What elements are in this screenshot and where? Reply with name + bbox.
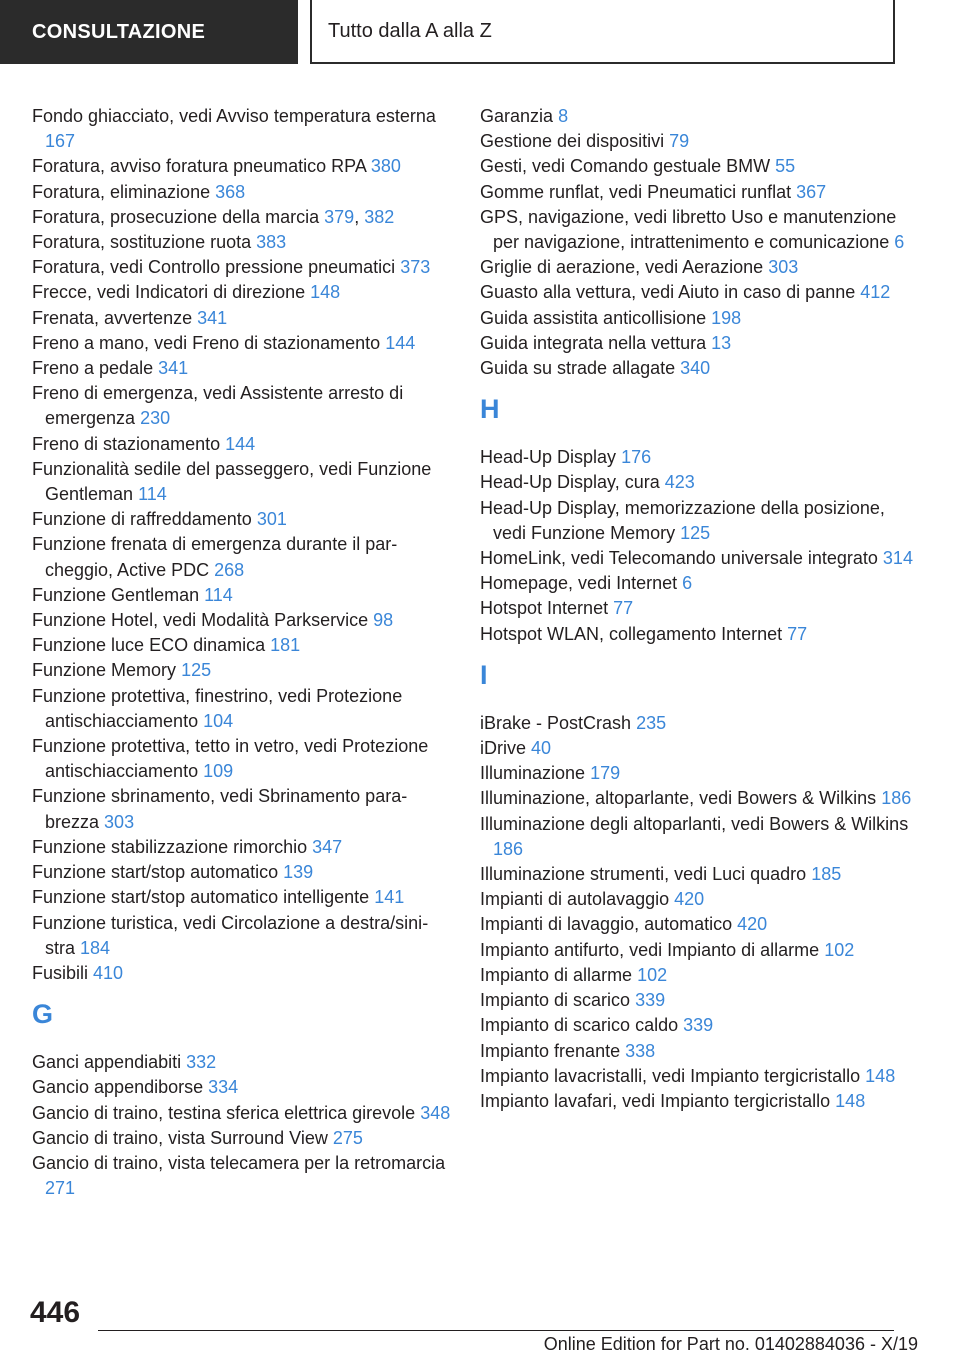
index-entry-term: Freno a pedale <box>32 358 154 379</box>
index-entry <box>32 911 452 961</box>
index-entry-term: Funzione Hotel, vedi Modalità Parkservice <box>32 610 369 631</box>
index-entry-term: Guida integrata nella vettura <box>480 332 707 353</box>
page-reference-link[interactable]: 102 <box>637 964 668 985</box>
index-entry-term: Gesti, vedi Comando gestuale BMW <box>480 156 771 177</box>
index-entry <box>480 761 920 786</box>
page-reference-link[interactable]: 423 <box>664 472 695 493</box>
page-reference-link[interactable]: 141 <box>374 887 405 908</box>
index-entry-term: Ganci appendiabiti <box>32 1052 182 1073</box>
index-entry-term: Funzionalità sedile del passeggero, vedi Funzione Gentleman <box>32 458 432 505</box>
page-reference-link[interactable]: 338 <box>625 1040 656 1061</box>
index-entry-term: Head-Up Display, cura <box>480 472 660 493</box>
page-reference-link[interactable]: 148 <box>835 1090 866 1111</box>
index-entry <box>32 835 452 860</box>
index-entry <box>480 104 920 129</box>
index-entry <box>32 961 452 986</box>
index-entry <box>480 546 920 571</box>
index-entry <box>480 255 920 280</box>
index-entry-term: Funzione start/stop automatico intelligente <box>32 887 370 908</box>
index-entry <box>480 306 920 331</box>
page-reference-link[interactable]: 341 <box>158 358 189 379</box>
page-number: 446 <box>30 1296 81 1329</box>
index-letter-heading: H <box>480 394 500 425</box>
index-entry <box>480 1089 920 1114</box>
page-reference-link[interactable]: 181 <box>270 635 301 656</box>
index-entry-term: Homepage, vedi Internet <box>480 573 678 594</box>
index-entry <box>480 1064 920 1089</box>
index-entry-term: Funzione Memory <box>32 660 177 681</box>
page-reference-link[interactable]: 340 <box>680 358 711 379</box>
index-entry-term: Funzione luce ECO dinamica <box>32 635 266 656</box>
index-entry-term: Freno di stazionamento <box>32 433 221 454</box>
index-entry-term: Foratura, avviso foratura pneumatico RPA <box>32 156 366 177</box>
index-entry <box>480 1039 920 1064</box>
page-reference-link[interactable]: 420 <box>737 914 768 935</box>
page-reference-link[interactable]: 339 <box>635 990 666 1011</box>
page-reference-link[interactable]: 77 <box>787 623 808 644</box>
index-entry <box>32 784 452 834</box>
index-entry-term: Funzione turistica, vedi Circolazione a destra/sinistra <box>32 912 429 958</box>
page-reference-link[interactable]: 125 <box>680 522 711 543</box>
page-reference-link[interactable]: 367 <box>796 181 827 202</box>
index-entry <box>32 280 452 305</box>
page-reference-link[interactable]: 412 <box>860 282 891 303</box>
page-reference-link[interactable]: 98 <box>373 610 394 631</box>
index-entry-term: Illuminazione degli altoparlanti, vedi Bowers & Wilkins <box>480 813 909 834</box>
index-entry <box>32 154 452 179</box>
index-entry-term: Frecce, vedi Indicatori di direzione <box>32 282 306 303</box>
index-entry-term: Funzione protettiva, tetto in vetro, vedi Protezione antischiacciamento <box>32 736 429 782</box>
index-entry <box>480 963 920 988</box>
index-entry <box>32 255 452 280</box>
index-entry <box>32 633 452 658</box>
page-reference-link[interactable]: 420 <box>674 889 705 910</box>
index-entry <box>32 684 452 734</box>
index-entry <box>32 1151 452 1201</box>
page-reference-link[interactable]: 301 <box>256 509 287 530</box>
index-entry-term: iBrake - PostCrash <box>480 712 632 733</box>
index-entry-term: Guasto alla vettura, vedi Aiuto in caso di panne <box>480 282 856 303</box>
page-reference-link[interactable]: 186 <box>493 838 524 859</box>
index-entry-term: Impianto di allarme <box>480 964 633 985</box>
index-entry <box>32 658 452 683</box>
page-reference-link[interactable]: 184 <box>80 937 111 958</box>
page-reference-link[interactable]: 382 <box>364 206 395 227</box>
index-entry-term: Head-Up Display <box>480 447 617 468</box>
footer-edition: Online Edition for Part no. 01402884036 - X/19 <box>543 1334 918 1354</box>
page-reference-link[interactable]: 179 <box>590 763 621 784</box>
page-reference-link[interactable]: 379 <box>324 206 355 227</box>
index-entry <box>32 1126 452 1151</box>
index-entry <box>480 622 920 647</box>
index-entry-term: Foratura, sostituzione ruota <box>32 232 252 253</box>
index-entry-term: Illuminazione strumenti, vedi Luci quadro <box>480 864 807 885</box>
index-entry-term: Freno di emergenza, vedi Assistente arresto di emergenza <box>32 383 404 429</box>
index-entry <box>480 887 920 912</box>
section-tab <box>0 0 298 64</box>
index-entry-term: Freno a mano, vedi Freno di stazionamento <box>32 332 381 353</box>
index-entry <box>32 1050 452 1075</box>
index-entry-term: HomeLink, vedi Telecomando universale integrato <box>480 548 878 569</box>
index-entry <box>480 154 920 179</box>
page-reference-link[interactable]: 332 <box>186 1052 217 1073</box>
index-entry <box>32 532 452 582</box>
index-entry <box>480 470 920 495</box>
index-entry-term: Funzione frenata di emergenza durante il parcheggio, Active PDC <box>32 534 398 580</box>
index-entry <box>480 812 920 862</box>
page-reference-link[interactable]: 40 <box>531 738 552 759</box>
page-reference-link[interactable]: 77 <box>613 598 634 619</box>
index-entry <box>480 938 920 963</box>
page-reference-link[interactable]: 339 <box>683 1015 714 1036</box>
page-reference-link[interactable]: 373 <box>400 257 431 278</box>
index-entry <box>32 356 452 381</box>
page-reference-link[interactable]: 125 <box>181 660 212 681</box>
index-entry <box>32 306 452 331</box>
page-reference-link[interactable]: 6 <box>682 573 693 594</box>
index-entry-term: Foratura, eliminazione <box>32 181 211 202</box>
index-entry <box>32 457 452 507</box>
index-entry-term: Head-Up Display, memorizzazione della posizione, vedi Funzione Memory <box>480 497 885 543</box>
page-reference-link[interactable]: 104 <box>203 710 234 731</box>
index-column-left <box>32 104 452 1201</box>
section-title: CONSULTAZIONE <box>32 20 206 43</box>
index-entry <box>480 912 920 937</box>
index-entry-term: Funzione protettiva, finestrino, vedi Protezione antischiacciamento <box>32 685 403 731</box>
index-entry <box>480 280 920 305</box>
page-reference-link[interactable]: 114 <box>138 484 167 505</box>
page-reference-link[interactable]: 55 <box>775 156 796 177</box>
page-reference-link[interactable]: 144 <box>225 433 256 454</box>
index-entry-term: Guida su strade allagate <box>480 358 676 379</box>
index-entry-term: GPS, navigazione, vedi libretto Uso e manutenzione per navigazione, intrattenimento e comunicazione <box>480 206 897 253</box>
index-entry-term: Illuminazione, altoparlante, vedi Bowers & Wilkins <box>480 788 877 809</box>
index-entry-term: Impianto antifurto, vedi Impianto di allarme <box>480 939 820 960</box>
index-entry <box>32 104 452 154</box>
index-entry <box>480 205 920 255</box>
page-reference-link[interactable]: 198 <box>711 307 742 328</box>
index-entry-term: Gomme runflat, vedi Pneumatici runflat <box>480 181 792 202</box>
page-reference-link[interactable]: 109 <box>203 761 234 782</box>
page-reference-link[interactable]: 139 <box>283 862 314 883</box>
index-entry <box>480 736 920 761</box>
index-letter-heading: G <box>32 999 54 1030</box>
footer-divider <box>98 1330 894 1331</box>
index-entry-term: Fusibili <box>32 962 89 983</box>
page-reference-link[interactable]: 348 <box>420 1102 451 1123</box>
page-reference-link[interactable]: 347 <box>312 836 343 857</box>
index-entry-term: Impianto frenante <box>480 1040 621 1061</box>
index-entry-term: Funzione sbrinamento, vedi Sbrinamento parabrezza <box>32 786 408 832</box>
page-reference-link[interactable]: 148 <box>310 282 341 303</box>
index-entry <box>32 230 452 255</box>
page-reference-link[interactable]: 8 <box>558 106 569 126</box>
page-reference-link[interactable]: 186 <box>881 788 912 809</box>
index-letter-heading: I <box>480 659 488 690</box>
index-entry <box>480 129 920 154</box>
page-reference-link[interactable]: 185 <box>811 864 842 885</box>
index-entry-term: Garanzia <box>480 106 554 126</box>
index-entry-term: Funzione Gentleman <box>32 584 200 605</box>
index-entry-term: Gestione dei dispositivi <box>480 131 665 152</box>
index-entry <box>480 356 920 381</box>
index-entry-term: Guida assistita anticollisione <box>480 307 707 328</box>
index-entry <box>32 432 452 457</box>
index-entry-term: Griglie di aerazione, vedi Aerazione <box>480 257 764 278</box>
page-reference-link[interactable]: 268 <box>214 559 245 580</box>
index-entry <box>32 507 452 532</box>
page-reference-link[interactable]: 235 <box>636 712 667 733</box>
page-reference-link[interactable]: 303 <box>104 811 135 832</box>
page-reference-link[interactable]: 368 <box>215 181 246 202</box>
index-entry-term: Foratura, prosecuzione della marcia <box>32 206 320 227</box>
page-reference-link[interactable]: 176 <box>621 447 652 468</box>
index-entry-term: Impianti di autolavaggio <box>480 889 670 910</box>
index-entry-term: Impianto lavafari, vedi Impianto tergicristallo <box>480 1090 831 1111</box>
index-entry <box>32 734 452 784</box>
page-reference-link[interactable]: 230 <box>140 408 171 429</box>
page-reference-link[interactable]: 114 <box>204 584 233 605</box>
index-entry <box>480 596 920 621</box>
chapter-title: Tutto dalla A alla Z <box>328 19 492 42</box>
index-entry-term: Fondo ghiacciato, vedi Avviso temperatura esterna <box>32 106 436 126</box>
index-entry-term: Gancio di traino, testina sferica elettrica girevole <box>32 1102 416 1123</box>
index-entry <box>32 381 452 431</box>
page-reference-link[interactable]: 6 <box>894 232 905 253</box>
index-entry-term: Hotspot WLAN, collegamento Internet <box>480 623 783 644</box>
index-entry <box>32 860 452 885</box>
index-entry-term: Impianto di scarico caldo <box>480 1015 679 1036</box>
index-column-right <box>480 104 920 1114</box>
page-reference-link[interactable]: 102 <box>824 939 855 960</box>
index-entry <box>480 331 920 356</box>
index-entry <box>480 496 920 546</box>
index-entry <box>32 885 452 910</box>
index-entry <box>480 988 920 1013</box>
index-entry-term: Gancio appendiborse <box>32 1077 204 1098</box>
index-entry <box>480 571 920 596</box>
page-reference-link[interactable]: 275 <box>332 1127 363 1148</box>
page-reference-link[interactable]: 144 <box>385 332 416 353</box>
index-entry <box>32 583 452 608</box>
page-reference-link[interactable]: 314 <box>882 548 913 569</box>
index-entry-term: Illuminazione <box>480 763 586 784</box>
page-reference-link[interactable]: 167 <box>45 131 76 152</box>
chapter-header <box>310 0 895 64</box>
index-entry <box>32 180 452 205</box>
index-entry <box>480 1013 920 1038</box>
page-reference-link[interactable]: 410 <box>93 962 124 983</box>
page-reference-link[interactable]: 13 <box>711 332 732 353</box>
index-entry-term: Funzione start/stop automatico <box>32 862 279 883</box>
index-entry <box>32 1101 452 1126</box>
index-entry-term: Funzione stabilizzazione rimorchio <box>32 836 308 857</box>
index-entry-term: Gancio di traino, vista Surround View <box>32 1127 328 1148</box>
index-entry-term: Frenata, avvertenze <box>32 307 193 328</box>
index-entry <box>480 786 920 811</box>
index-entry <box>32 331 452 356</box>
index-entry-term: Impianti di lavaggio, automatico <box>480 914 733 935</box>
page-reference-link[interactable]: 79 <box>669 131 690 152</box>
index-entry-term: Hotspot Internet <box>480 598 609 619</box>
page-reference-link[interactable]: 383 <box>256 232 287 253</box>
index-entry-term: Gancio di traino, vista telecamera per la retromarcia <box>32 1152 446 1173</box>
page-reference-link[interactable]: 148 <box>865 1065 896 1086</box>
index-entry <box>480 711 920 736</box>
index-entry <box>480 445 920 470</box>
index-entry-term: iDrive <box>480 738 527 759</box>
index-entry <box>480 862 920 887</box>
index-entry-term: Impianto di scarico <box>480 990 631 1011</box>
index-entry-term: Foratura, vedi Controllo pressione pneumatici <box>32 257 396 278</box>
index-entry-term: Funzione di raffreddamento <box>32 509 252 530</box>
index-entry-term: Impianto lavacristalli, vedi Impianto tergicristallo <box>480 1065 861 1086</box>
index-entry <box>32 1075 452 1100</box>
page-reference-link[interactable]: 380 <box>370 156 401 177</box>
page-reference-link[interactable]: 334 <box>208 1077 239 1098</box>
index-entry <box>480 180 920 205</box>
index-entry: Foratura, prosecuzione della marcia 379, 382 <box>32 206 395 227</box>
index-entry <box>32 608 452 633</box>
page-reference-link[interactable]: 271 <box>45 1178 76 1199</box>
page-reference-link[interactable]: 341 <box>197 307 228 328</box>
page-reference-link[interactable]: 303 <box>768 257 799 278</box>
